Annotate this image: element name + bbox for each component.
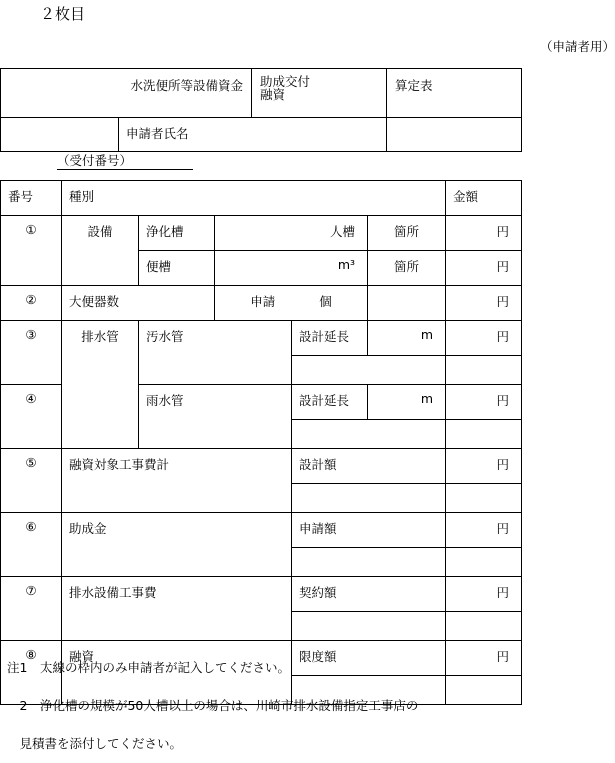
row-no: ⑦ — [1, 577, 62, 641]
blank-cell — [292, 420, 446, 449]
blank-cell — [446, 420, 522, 449]
blank-cell — [446, 356, 522, 385]
form-title: 水洗便所等設備資金 — [1, 69, 252, 118]
yen-unit: 円 — [446, 286, 522, 321]
page-number: ２枚目 — [40, 5, 86, 23]
blank-cell — [446, 484, 522, 513]
row-no: ④ — [1, 385, 62, 449]
meter-unit: m — [368, 385, 446, 420]
pieces-unit: 個 — [319, 294, 332, 309]
loan-project-cost-label: 融資対象工事費計 — [62, 449, 292, 513]
row-no: ⑥ — [1, 513, 62, 577]
blank-cell — [446, 612, 522, 641]
design-amount-label: 設計額 — [292, 449, 446, 484]
yen-unit: 円 — [446, 449, 522, 484]
row-no: ② — [1, 286, 62, 321]
apply-label: 申請 — [250, 294, 276, 309]
applicant-use-label: （申請者用） — [539, 39, 615, 54]
yen-unit: 円 — [446, 251, 522, 286]
applicant-name-field[interactable] — [387, 118, 522, 152]
loan-label: 融資 — [260, 87, 286, 103]
row-no: ③ — [1, 321, 62, 385]
limit-amount-label: 限度額 — [292, 641, 446, 676]
design-length-label: 設計延長 — [292, 321, 368, 356]
yen-unit: 円 — [446, 641, 522, 676]
blank-cell — [1, 118, 119, 152]
blank-cell — [292, 612, 446, 641]
capacity-people-unit: 人槽 — [215, 216, 368, 251]
row-no: ⑤ — [1, 449, 62, 513]
rainwater-pipe-label: 雨水管 — [139, 385, 292, 449]
contract-amount-label: 契約額 — [292, 577, 446, 612]
drainage-work-cost-label: 排水設備工事費 — [62, 577, 292, 641]
equipment-label: 設備 — [62, 216, 139, 286]
calc-sheet-label: 算定表 — [387, 69, 522, 118]
cubic-meter-unit: m³ — [215, 251, 368, 286]
blank-cell — [292, 484, 446, 513]
col-type-header: 種別 — [62, 181, 446, 216]
yen-unit: 円 — [446, 513, 522, 548]
applicant-name-label: 申請者氏名 — [119, 118, 387, 152]
locations-unit: 箇所 — [368, 251, 446, 286]
yen-unit: 円 — [446, 216, 522, 251]
reception-number-label: （受付番号） — [57, 153, 133, 168]
header-table — [0, 68, 522, 152]
blank-cell — [446, 676, 522, 705]
reception-underline — [57, 169, 193, 170]
row-no: ⑧ — [1, 641, 62, 705]
note-1: 注1 太線の枠内のみ申請者が記入してください。 — [7, 660, 290, 675]
drain-pipe-label: 排水管 — [62, 321, 139, 449]
blank-cell — [292, 548, 446, 577]
blank-cell — [446, 548, 522, 577]
yen-unit: 円 — [446, 385, 522, 420]
blank-cell — [368, 286, 446, 321]
septic-tank-label: 浄化槽 — [139, 216, 215, 251]
design-length-label: 設計延長 — [292, 385, 368, 420]
subsidy-label: 助成交付 — [260, 74, 311, 89]
meter-unit: m — [368, 321, 446, 356]
note-2: 2 浄化槽の規模が50人槽以上の場合は、川崎市排水設備指定工事店の — [7, 698, 419, 713]
calc-table — [0, 180, 522, 705]
cesspool-label: 便槽 — [139, 251, 215, 286]
col-no-header: 番号 — [1, 181, 62, 216]
note-3: 見積書を添付してください。 — [7, 736, 183, 751]
locations-unit: 箇所 — [368, 216, 446, 251]
application-amount-label: 申請額 — [292, 513, 446, 548]
sewage-pipe-label: 汚水管 — [139, 321, 292, 385]
apply-count — [215, 286, 368, 321]
yen-unit: 円 — [446, 577, 522, 612]
col-amount-header: 金額 — [446, 181, 522, 216]
yen-unit: 円 — [446, 321, 522, 356]
subsidy-type — [252, 69, 387, 118]
row-no: ① — [1, 216, 62, 286]
subsidy-label: 助成金 — [62, 513, 292, 577]
toilet-count-label: 大便器数 — [62, 286, 215, 321]
loan-label: 融資 — [62, 641, 292, 705]
blank-cell — [292, 356, 446, 385]
